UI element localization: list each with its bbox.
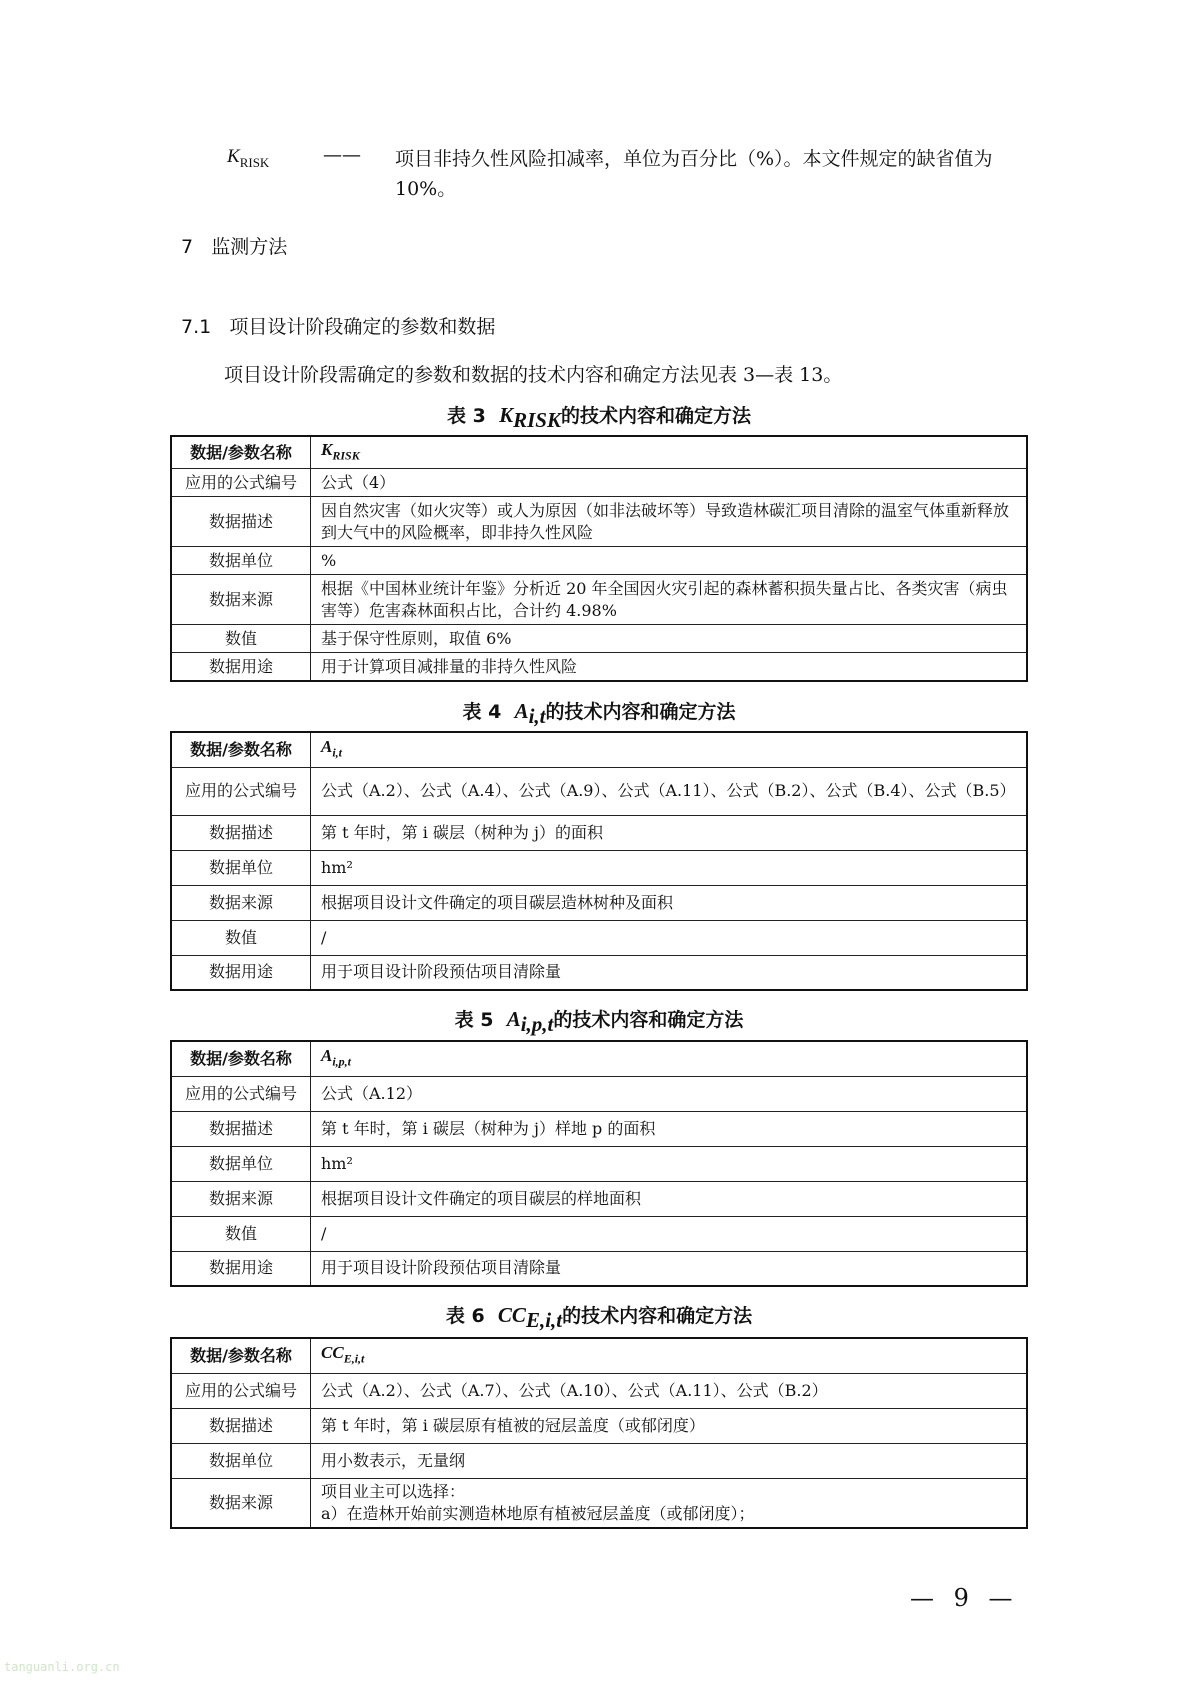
table-row: 数据描述 第 t 年时，第 i 碳层原有植被的冠层盖度（或郁闭度） xyxy=(171,1408,1027,1443)
table-row: 数据用途 用于计算项目减排量的非持久性风险 xyxy=(171,653,1027,681)
table-6-caption: 表 6 $CC_{E,i,t}$的技术内容和确定方法 xyxy=(445,1303,753,1332)
definition-dash: —— xyxy=(323,144,361,166)
table-row: 数据单位 hm² xyxy=(171,1146,1027,1181)
head-label: 数据/参数名称 xyxy=(171,436,311,469)
section-intro: 项目设计阶段需确定的参数和数据的技术内容和确定方法见表 3—表 13。 xyxy=(224,364,843,386)
table-row xyxy=(171,1041,1027,1076)
section-7-1-heading: 7.1 项目设计阶段确定的参数和数据 xyxy=(181,316,496,338)
head-symbol: $K_{RISK}$ xyxy=(311,436,1028,469)
table-row: 数值 基于保守性原则，取值 6% xyxy=(171,625,1027,653)
table-5 xyxy=(170,1040,1028,1287)
table-row: 应用的公式编号 公式（A.12） xyxy=(171,1076,1027,1111)
table-row: 数据用途 用于项目设计阶段预估项目清除量 xyxy=(171,1251,1027,1286)
table-row: 数据来源 项目业主可以选择： a）在造林开始前实测造林地原有植被冠层盖度（或郁闭度）； xyxy=(171,1478,1027,1528)
watermark: tanguanli.org.cn xyxy=(4,1660,120,1674)
table-row: 数据单位 用小数表示，无量纲 xyxy=(171,1443,1027,1478)
table-row: 数据描述 因自然灾害（如火灾等）或人为原因（如非法破坏等）导致造林碳汇项目清除的温室气体重新释放到大气中的风险概率，即非持久性风险 xyxy=(171,497,1027,547)
head-symbol: $A_{i,t}$ xyxy=(311,732,1028,767)
table-row: 应用的公式编号 公式（4） xyxy=(171,469,1027,497)
table-row xyxy=(171,732,1027,767)
table-5-caption: 表 5 $A_{i,p,t}$的技术内容和确定方法 xyxy=(454,1007,744,1036)
page-number: — 9 — xyxy=(910,1584,1019,1612)
table-4 xyxy=(170,731,1028,991)
table-4-caption: 表 4 $A_{i,t}$的技术内容和确定方法 xyxy=(462,699,736,728)
table-row xyxy=(171,436,1027,469)
table-row: 数值 / xyxy=(171,920,1027,955)
table-row: 数据描述 第 t 年时，第 i 碳层（树种为 j）样地 p 的面积 xyxy=(171,1111,1027,1146)
table-6 xyxy=(170,1337,1028,1529)
table-row: 数值 / xyxy=(171,1216,1027,1251)
table-row: 数据单位 hm² xyxy=(171,850,1027,885)
head-symbol: $CC_{E,i,t}$ xyxy=(311,1338,1028,1373)
table-row: 数据来源 根据《中国林业统计年鉴》分析近 20 年全国因火灾引起的森林蓄积损失量占比、各类灾害（病虫害等）危害森林面积占比，合计约 4.98% xyxy=(171,575,1027,625)
table-row: 应用的公式编号 公式（A.2）、公式（A.7）、公式（A.10）、公式（A.11）、公式（B.2） xyxy=(171,1373,1027,1408)
definition-symbol: $K_{RISK}$ xyxy=(227,146,270,170)
head-label: 数据/参数名称 xyxy=(171,732,311,767)
table-row: 数据来源 根据项目设计文件确定的项目碳层造林树种及面积 xyxy=(171,885,1027,920)
head-label: 数据/参数名称 xyxy=(171,1338,311,1373)
table-row xyxy=(171,1338,1027,1373)
section-7-heading: 7 监测方法 xyxy=(181,236,288,258)
definition-text: 项目非持久性风险扣减率，单位为百分比（%）。本文件规定的缺省值为10%。 xyxy=(395,148,993,200)
head-symbol: $A_{i,p,t}$ xyxy=(311,1041,1028,1076)
table-row: 应用的公式编号 公式（A.2）、公式（A.4）、公式（A.9）、公式（A.11）、公式（B.2）、公式（B.4）、公式（B.5） xyxy=(171,767,1027,815)
table-row: 数据用途 用于项目设计阶段预估项目清除量 xyxy=(171,955,1027,990)
table-row: 数据单位 % xyxy=(171,547,1027,575)
table-row: 数据来源 根据项目设计文件确定的项目碳层的样地面积 xyxy=(171,1181,1027,1216)
head-label: 数据/参数名称 xyxy=(171,1041,311,1076)
table-3 xyxy=(170,435,1028,682)
table-row: 数据描述 第 t 年时，第 i 碳层（树种为 j）的面积 xyxy=(171,815,1027,850)
table-3-caption: 表 3 $K_{RISK}$的技术内容和确定方法 xyxy=(447,403,751,432)
